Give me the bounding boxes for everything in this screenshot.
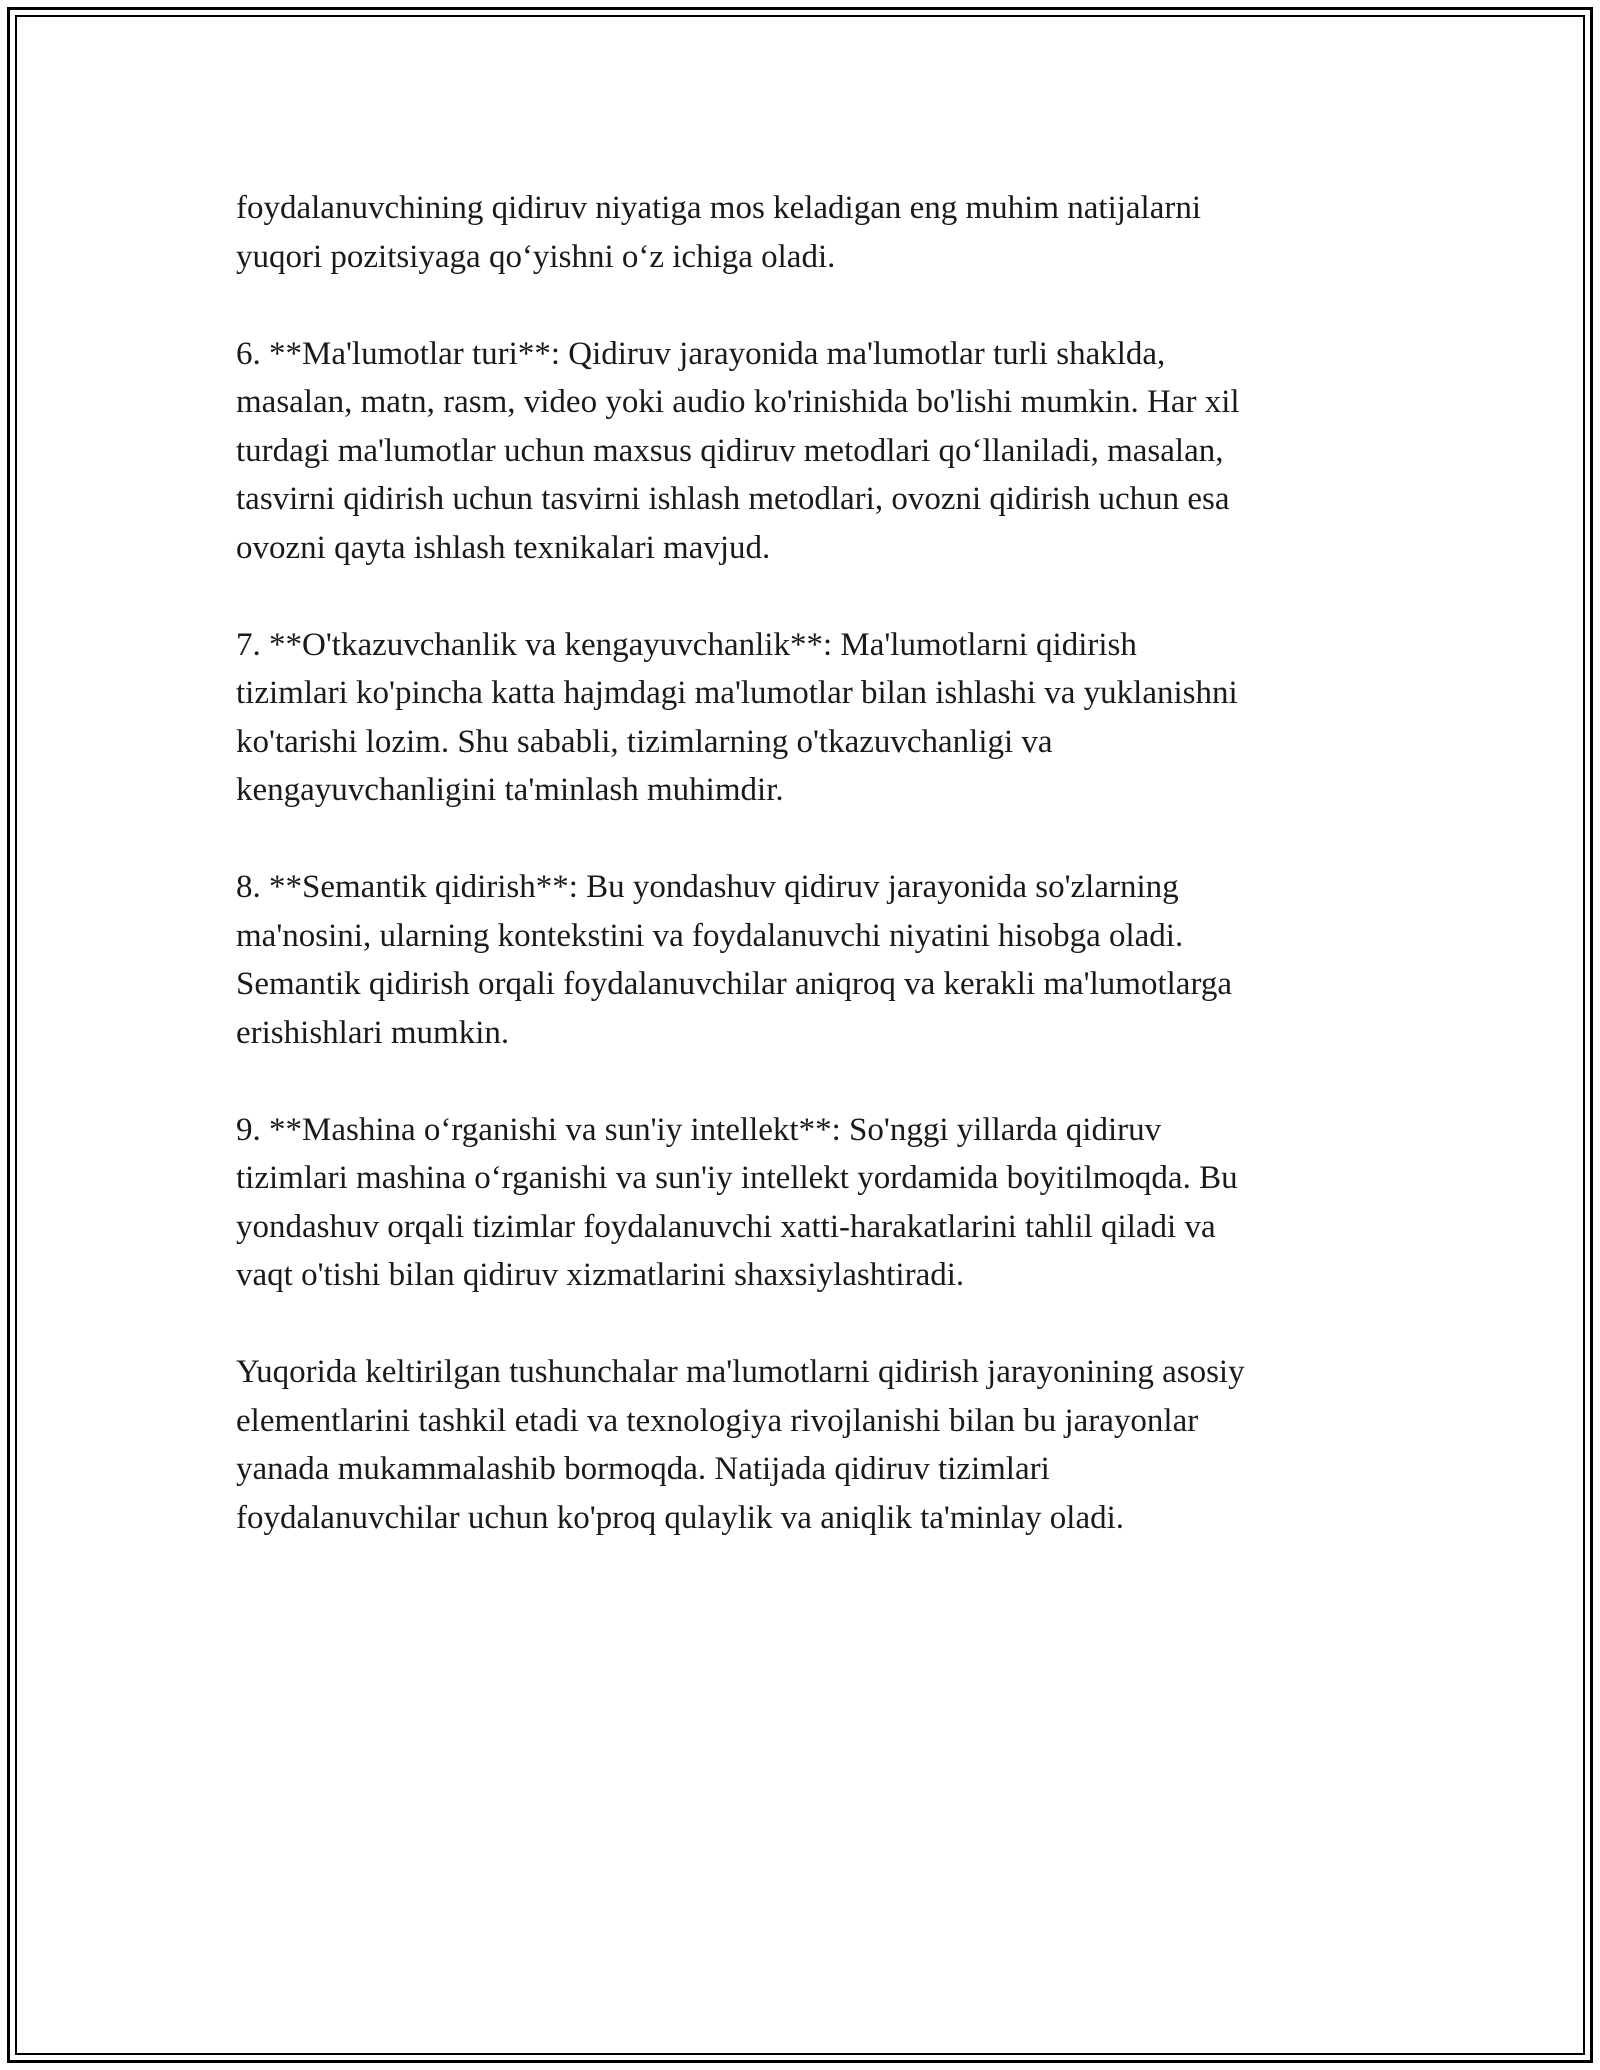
paragraph-intro-continuation: foydalanuvchining qidiruv niyatiga mos keladigan eng muhim natijalarni yuqori pozitsiyaga qo‘yishni o‘z ichiga oladi. [236, 190, 1202, 275]
paragraph-item-6: 6. **Ma'lumotlar turi**: Qidiruv jarayonida ma'lumotlar turli shaklda, masalan, matn, rasm, video yoki audio ko'rinishida bo'lishi mumkin. Har xil turdagi ma'lumotlar uchun maxsus qidiruv metodlari qo‘llaniladi, masalan, tasvirni qidirish uchun tasvirni ishlash metodlari, ovozni qidirish uchun esa ovozni qayta ishlash texnikalari mavjud. [236, 335, 1240, 566]
paragraph-item-9: 9. **Mashina o‘rganishi va sun'iy intellekt**: So'nggi yillarda qidiruv tizimlari mashina o‘rganishi va sun'iy intellekt yordamida boyitilmoqda. Bu yondashuv orqali tizimlar foydalanuvchi xatti-harakatlarini tahlil qiladi va vaqt o'tishi bilan qidiruv xizmatlarini shaxsiylashtiradi. [236, 1111, 1238, 1293]
paragraph-item-7: 7. **O'tkazuvchanlik va kengayuvchanlik**: Ma'lumotlarni qidirish tizimlari ko'pincha katta hajmdagi ma'lumotlar bilan ishlashi va yuklanishni ko'tarishi lozim. Shu sababli, tizimlarning o'tkazuvchanligi va kengayuvchanligini ta'minlash muhimdir. [236, 626, 1238, 808]
document-body [236, 184, 1376, 1591]
paragraph-item-8: 8. **Semantik qidirish**: Bu yondashuv qidiruv jarayonida so'zlarning ma'nosini, ularning kontekstini va foydalanuvchi niyatini hisobga oladi. Semantik qidirish orqali foydalanuvchilar aniqroq va kerakli ma'lumotlarga erishishlari mumkin. [236, 869, 1232, 1051]
paragraph-conclusion: Yuqorida keltirilgan tushunchalar ma'lumotlarni qidirish jarayonining asosiy elementlarini tashkil etadi va texnologiya rivojlanishi bilan bu jarayonlar yanada mukammalashib bormoqda. Natijada qidiruv tizimlari foydalanuvchilar uchun ko'proq qulaylik va aniqlik ta'minlay oladi. [236, 1354, 1245, 1536]
